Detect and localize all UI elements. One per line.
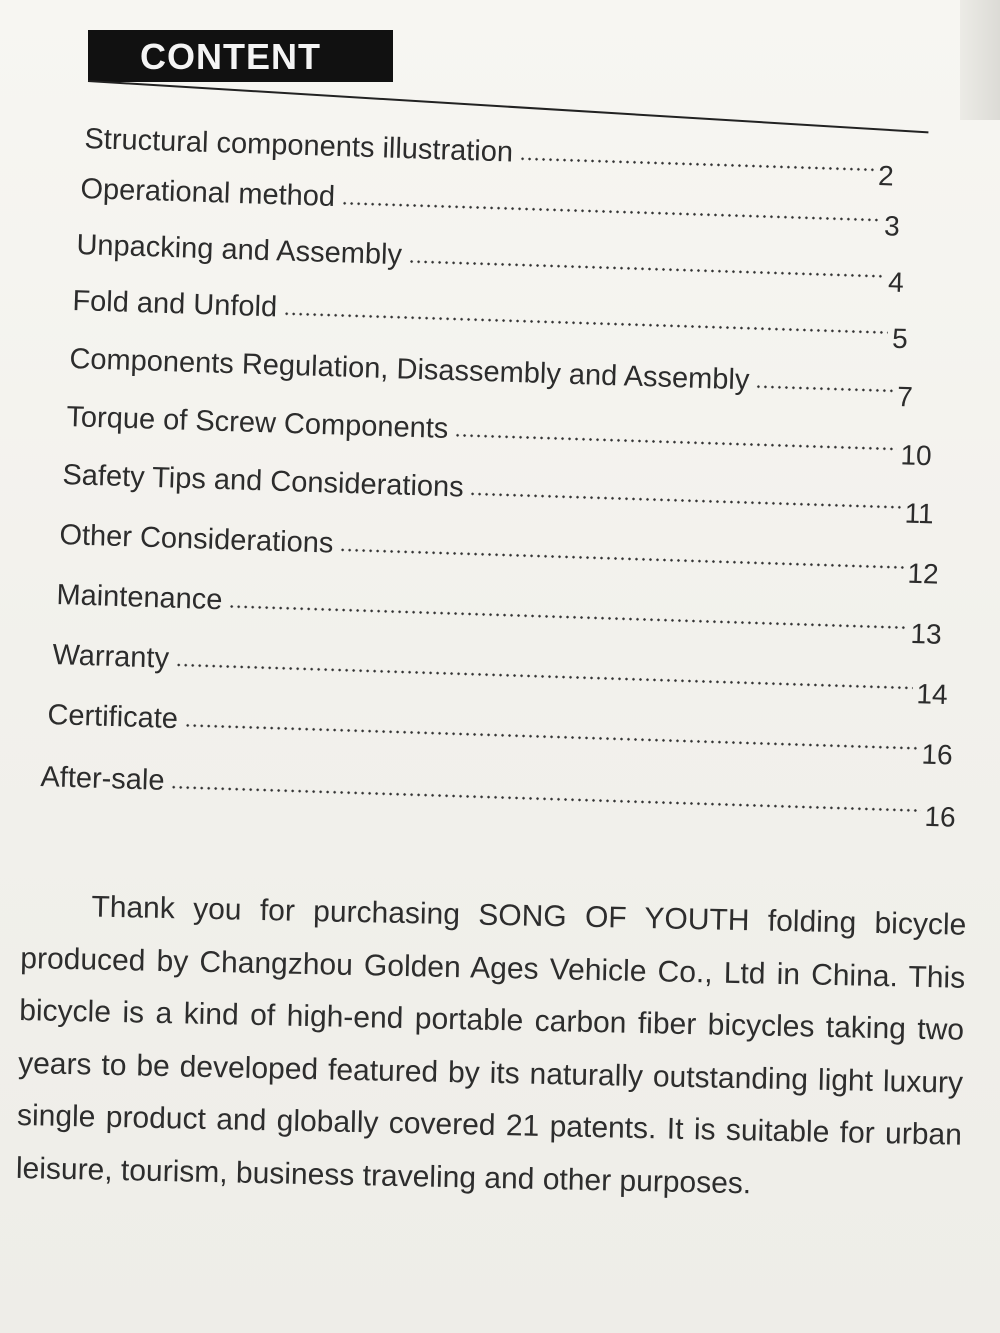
toc-entry — [83, 118, 895, 192]
toc-entry-page: 4 — [887, 266, 905, 299]
toc-entry-page: 16 — [921, 738, 954, 771]
toc-entry-page: 7 — [896, 381, 914, 413]
toc-entry-page: 14 — [916, 678, 949, 711]
toc-leader-dots — [228, 603, 907, 630]
toc-leader-dots — [519, 156, 875, 173]
toc-entry — [75, 224, 905, 299]
toc-leader-dots — [454, 432, 897, 452]
content-header-title: CONTENT — [140, 36, 321, 77]
toc-entry — [71, 280, 909, 355]
toc-entry-label: Safety Tips and Considerations — [61, 459, 465, 504]
toc-entry-page: 11 — [904, 497, 935, 530]
toc-entry — [39, 756, 957, 833]
toc-entry-label: Torque of Screw Components — [65, 401, 449, 445]
toc-entry-page: 13 — [910, 617, 943, 650]
toc-leader-dots — [408, 258, 885, 279]
toc-leader-dots — [283, 311, 889, 336]
toc-entry-page: 3 — [883, 210, 901, 242]
toc-entry — [55, 574, 943, 650]
toc-entry — [65, 396, 933, 472]
toc-entry-page: 2 — [877, 159, 895, 192]
toc-entry — [51, 634, 949, 711]
intro-paragraph: Thank you for purchasing SONG OF YOUTH folding bicycle produced by Changzhou Golden Ages Vehicle Co., Ltd in China. This bicycle is a kind of high-end portable carbon fiber bicycles taking two years to be developed featured by its naturally outstanding light luxury single product and globally covered 21 patents. It is suitable for urban leisure, tourism, business traveling and other purposes. — [15, 890, 967, 1200]
toc-entry-label: Certificate — [46, 699, 179, 736]
toc-entry-label: Maintenance — [55, 579, 223, 617]
toc-entry-page: 10 — [900, 439, 933, 472]
toc-leader-dots — [341, 200, 881, 223]
toc-entry-label: Other Considerations — [58, 519, 334, 560]
toc-entry-label: Unpacking and Assembly — [75, 229, 403, 272]
toc-entry-label: Structural components illustration — [83, 123, 514, 169]
toc-entry-page: 16 — [924, 800, 957, 833]
toc-entry — [46, 694, 954, 771]
toc-entry-label: Warranty — [51, 639, 170, 675]
intro-paragraph-block — [15, 880, 966, 1215]
toc-entry-label: Operational method — [79, 173, 336, 214]
toc-entry-page: 12 — [907, 557, 940, 590]
toc-leader-dots — [469, 491, 900, 511]
toc-leader-dots — [339, 547, 904, 571]
toc-leader-dots — [175, 662, 913, 691]
toc-entry-label: After-sale — [39, 761, 166, 797]
toc-entry — [68, 338, 914, 413]
toc-entry-page: 5 — [891, 322, 909, 355]
toc-entry — [79, 168, 901, 242]
toc-entry-label: Components Regulation, Disassembly and Assembly — [68, 343, 750, 397]
toc-leader-dots — [755, 384, 893, 394]
toc-entry — [58, 514, 940, 590]
toc-entry — [61, 454, 935, 530]
toc-leader-dots — [184, 722, 918, 751]
toc-leader-dots — [170, 784, 921, 814]
toc-entry-label: Fold and Unfold — [71, 285, 278, 324]
